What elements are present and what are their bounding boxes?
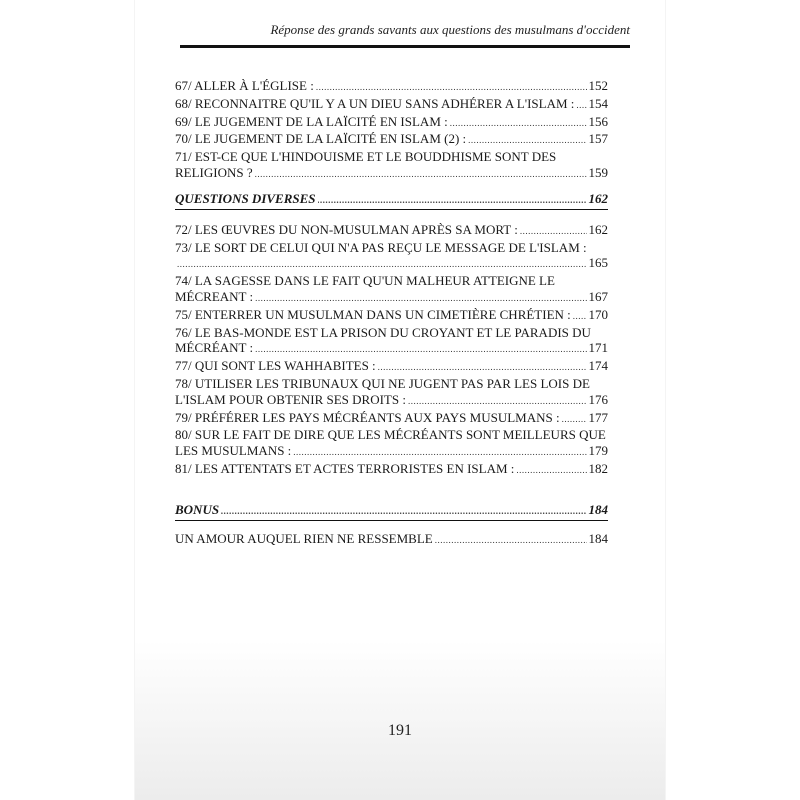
toc-entry <box>175 325 608 359</box>
toc-group-2 <box>175 222 608 479</box>
toc-entry <box>175 461 608 479</box>
toc-entry-page: 176 <box>588 391 608 407</box>
dot-leader <box>378 360 587 376</box>
toc-group-3 <box>175 531 608 549</box>
dot-leader <box>468 133 586 149</box>
dot-leader <box>435 533 587 549</box>
toc-entry-line <box>175 96 608 114</box>
toc-entry-text: L'ISLAM POUR OBTENIR SES DROITS : <box>175 391 406 407</box>
toc-entry-line <box>175 255 608 273</box>
toc-entry-line <box>175 131 608 149</box>
toc-entry-page: 174 <box>588 358 608 374</box>
running-head: Réponse des grands savants aux questions des musulmans d'occident <box>270 22 630 37</box>
toc-entry-line <box>175 165 608 183</box>
toc-entry-page: 154 <box>588 95 608 111</box>
toc-entry-line <box>175 443 608 461</box>
dot-leader <box>316 80 587 96</box>
dot-leader <box>221 503 586 519</box>
page-number: 191 <box>388 722 412 739</box>
header-rule <box>180 45 630 48</box>
toc-entry-text: MÉCRÉANT : <box>175 340 254 356</box>
toc-entry-text: 72/ LES ŒUVRES DU NON-MUSULMAN APRÈS SA MORT : <box>175 221 518 237</box>
toc-entry-line <box>175 114 608 132</box>
dot-leader <box>576 98 586 114</box>
toc-entry <box>175 307 608 325</box>
toc-entry-text: 81/ LES ATTENTATS ET ACTES TERRORISTES EN ISLAM : <box>175 460 515 476</box>
toc-entry-line <box>175 222 608 240</box>
toc-entry-text: LES MUSULMANS : <box>175 443 292 459</box>
toc-entry-text: 68/ RECONNAITRE QU'IL Y A UN DIEU SANS ADHÉRER A L'ISLAM : <box>175 95 575 111</box>
toc-entry-line <box>175 340 608 358</box>
section-heading-diverses <box>175 191 608 210</box>
toc-entry-text: 71/ EST-CE QUE L'HINDOUISME ET LE BOUDDHISME SONT DES <box>175 149 557 165</box>
toc-entry-page: 182 <box>588 460 608 476</box>
dot-leader <box>177 257 587 273</box>
table-of-contents <box>175 78 608 549</box>
toc-entry-page: 157 <box>588 131 608 147</box>
toc-entry-page: 170 <box>588 306 608 322</box>
dot-leader <box>516 463 586 479</box>
dot-leader <box>293 445 586 461</box>
toc-entry-text: 80/ SUR LE FAIT DE DIRE QUE LES MÉCRÉANTS SONT MEILLEURS QUE <box>175 427 606 443</box>
toc-entry-line <box>175 410 608 428</box>
dot-leader <box>562 412 587 428</box>
toc-entry-text: UN AMOUR AUQUEL RIEN NE RESSEMBLE <box>175 530 433 546</box>
toc-entry <box>175 273 608 307</box>
toc-entry-line <box>175 78 608 96</box>
toc-entry <box>175 78 608 96</box>
toc-entry <box>175 531 608 549</box>
toc-entry-line <box>175 307 608 325</box>
toc-entry-text: 75/ ENTERRER UN MUSULMAN DANS UN CIMETIÈRE CHRÉTIEN : <box>175 306 571 322</box>
toc-entry <box>175 114 608 132</box>
toc-entry-line <box>175 358 608 376</box>
toc-entry-page: 177 <box>588 409 608 425</box>
toc-entry-text: 74/ LA SAGESSE DANS LE FAIT QU'UN MALHEUR ATTEIGNE LE <box>175 273 555 289</box>
section-title: QUESTIONS DIVERSES <box>175 190 316 206</box>
dot-leader <box>450 116 587 132</box>
toc-entry-page: 162 <box>588 221 608 237</box>
toc-entry-text: 67/ ALLER À L'ÉGLISE : <box>175 78 314 93</box>
toc-entry <box>175 131 608 149</box>
toc-entry-text: 78/ UTILISER LES TRIBUNAUX QUI NE JUGENT PAS PAR LES LOIS DE <box>175 375 590 391</box>
toc-entry-line <box>175 289 608 307</box>
toc-entry <box>175 410 608 428</box>
dot-leader <box>408 394 587 410</box>
section-heading-bonus <box>175 502 608 521</box>
toc-entry-text: RELIGIONS ? <box>175 164 253 180</box>
toc-group-1 <box>175 78 608 183</box>
toc-entry-line <box>175 531 608 549</box>
toc-entry-page: 152 <box>588 78 608 93</box>
toc-entry <box>175 358 608 376</box>
dot-leader <box>255 291 586 307</box>
toc-entry-line <box>175 461 608 479</box>
toc-entry-text: 69/ LE JUGEMENT DE LA LAÏCITÉ EN ISLAM : <box>175 113 448 129</box>
toc-entry-text: 70/ LE JUGEMENT DE LA LAÏCITÉ EN ISLAM (2) : <box>175 131 467 147</box>
toc-entry-page: 184 <box>588 530 608 546</box>
toc-entry-text: 79/ PRÉFÉRER LES PAYS MÉCRÉANTS AUX PAYS MUSULMANS : <box>175 409 560 425</box>
toc-entry-page: 165 <box>588 255 608 271</box>
toc-entry-page: 179 <box>588 443 608 459</box>
toc-entry-page: 159 <box>588 164 608 180</box>
dot-leader <box>255 342 586 358</box>
toc-entry-text: 73/ LE SORT DE CELUI QUI N'A PAS REÇU LE MESSAGE DE L'ISLAM : <box>175 239 587 255</box>
toc-entry <box>175 149 608 183</box>
toc-entry <box>175 376 608 410</box>
toc-entry-text: 76/ LE BAS-MONDE EST LA PRISON DU CROYANT ET LE PARADIS DU <box>175 324 591 340</box>
toc-entry-line <box>175 392 608 410</box>
toc-entry <box>175 240 608 274</box>
dot-leader <box>520 224 587 240</box>
dot-leader <box>573 309 587 325</box>
toc-entry-page: 171 <box>588 340 608 356</box>
section-title: BONUS <box>175 501 220 517</box>
section-page: 162 <box>588 190 608 206</box>
toc-entry <box>175 222 608 240</box>
toc-entry-page: 167 <box>588 288 608 304</box>
section-page: 184 <box>588 501 608 517</box>
toc-entry-text: MÉCREANT : <box>175 288 254 304</box>
toc-entry <box>175 96 608 114</box>
toc-entry <box>175 427 608 461</box>
dot-leader <box>318 192 587 208</box>
toc-entry-text: 77/ QUI SONT LES WAHHABITES : <box>175 358 376 374</box>
toc-entry-page: 156 <box>588 113 608 129</box>
dot-leader <box>255 167 587 183</box>
